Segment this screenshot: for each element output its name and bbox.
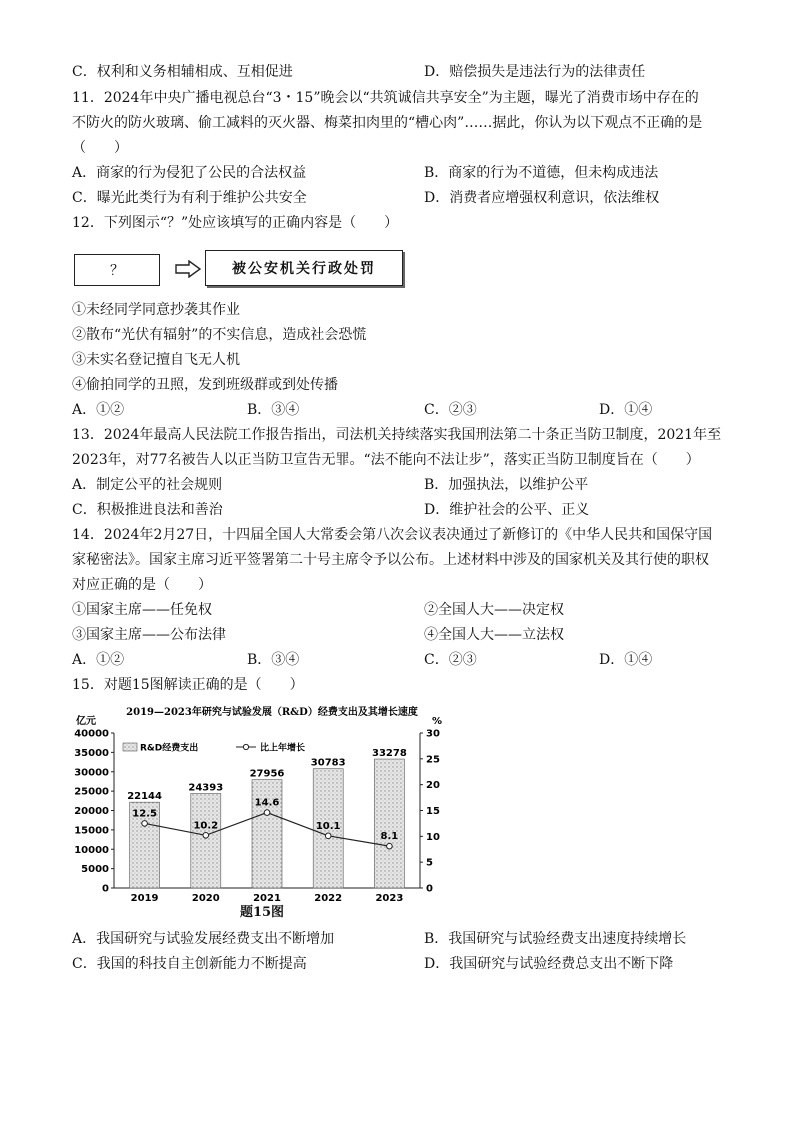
q12-options: [72, 400, 722, 420]
q12-flow-question-box: [74, 254, 160, 286]
q13-option-a: A．制定公平的社会规则: [72, 477, 223, 493]
right-arrow-icon: [175, 260, 201, 278]
bar-value-label: 33278: [372, 748, 407, 760]
q11-stem-line3: （ ）: [72, 140, 128, 156]
q12-item-2: ②散布“光伏有辐射”的不实信息，造成社会恐慌: [72, 327, 367, 343]
q12-flow-result-text: 被公安机关行政处罚: [232, 261, 376, 277]
q14-stem-line2: 家秘密法》。国家主席习近平签署第二十号主席令予以公布。上述材料中涉及的国家机关及其行使的职权: [72, 552, 709, 568]
y-tick-label: 20000: [74, 806, 109, 817]
q13-option-c: C．积极推进良法和善治: [72, 502, 223, 518]
q14-stem-line1: 14．2024年2月27日，十四届全国人大常委会第八次会议表决通过了新修订的《中华人民共和国保守国: [72, 527, 713, 543]
y-tick-label: 25000: [74, 786, 109, 798]
x-tick-label: 2022: [314, 893, 343, 904]
y-tick-label: 5000: [81, 864, 109, 876]
q11-option-b: B．商家的行为不道德，但未构成违法: [424, 165, 659, 181]
q12-option-b: B．③④: [247, 402, 300, 418]
bar-value-label: 30783: [310, 757, 346, 769]
q14-item-3: ③国家主席——公布法律: [72, 627, 226, 643]
y-tick-label: 0: [102, 883, 109, 895]
q15-option-a: A．我国研究与试验发展经费支出不断增加: [72, 931, 335, 947]
q13-option-d: D．维护社会的公平、正义: [424, 502, 590, 518]
x-tick-label: 2021: [253, 893, 281, 904]
growth-point-label: 14.6: [254, 797, 280, 809]
chart-y-unit-label: 亿元: [76, 716, 96, 727]
y-tick-label: 30000: [74, 767, 109, 779]
y-tick-label: 40000: [74, 728, 109, 740]
growth-point-label: 10.1: [315, 820, 341, 832]
y-tick-label: 15000: [74, 825, 109, 837]
bar-value-label: 27956: [249, 768, 285, 780]
q12-stem: 12．下列图示“？”处应该填写的正确内容是（ ）: [72, 215, 399, 231]
q12-option-a: A．①②: [72, 402, 125, 418]
q10-option-d: D．赔偿损失是违法行为的法律责任: [424, 64, 646, 80]
y-tick-label: 10000: [74, 844, 109, 856]
bar: [191, 793, 221, 888]
q12-flow-result-box: [205, 250, 403, 286]
growth-point-label: 8.1: [380, 831, 399, 843]
y2-tick-label: 0: [426, 883, 433, 895]
y-tick-label: 35000: [74, 747, 109, 759]
q14-option-d: D．①④: [599, 652, 653, 668]
legend-bar-label: R&D经费支出: [140, 743, 199, 754]
q14-item-1: ①国家主席——任免权: [72, 602, 212, 618]
bar-value-label: 22144: [127, 791, 162, 803]
q14-options: [72, 650, 722, 670]
chart-bars: [127, 748, 407, 888]
q14-item-2: ②全国人大——决定权: [424, 602, 564, 618]
q11-option-c: C．曝光此类行为有利于维护公共安全: [72, 190, 307, 206]
growth-point: [203, 833, 209, 839]
q13-option-b: B．加强执法，以维护公平: [424, 477, 589, 493]
growth-point: [325, 833, 331, 839]
x-tick-label: 2020: [191, 893, 220, 904]
q15-figure-caption: 题15图: [239, 905, 285, 920]
q14-item-4: ④全国人大——立法权: [424, 627, 564, 643]
q14-option-b: B．③④: [247, 652, 300, 668]
q10-option-c: C．权利和义务相辅相成、互相促进: [72, 64, 293, 80]
y2-tick-label: 10: [426, 831, 440, 843]
q15-option-d: D．我国研究与试验经费总支出不断下降: [424, 956, 674, 972]
q14-option-c: C．②③: [424, 652, 477, 668]
q15-option-c: C．我国的科技自主创新能力不断提高: [72, 956, 307, 972]
rd-expenditure-chart: [72, 702, 452, 926]
growth-point-label: 12.5: [132, 808, 157, 820]
growth-point: [264, 810, 270, 816]
q15-stem: 15．对题15图解读正确的是（ ）: [72, 677, 304, 693]
legend-bar-swatch: [123, 743, 137, 751]
growth-point: [142, 821, 148, 827]
q14-option-a: A．①②: [72, 652, 125, 668]
q15-option-b: B．我国研究与试验经费支出速度持续增长: [424, 931, 687, 947]
q13-stem-line2: 2023年，对77名被告人以正当防卫宣告无罪。“法不能向不法让步”，落实正当防卫制度旨在（ ）: [72, 452, 700, 468]
y2-tick-label: 5: [426, 857, 433, 869]
q12-item-1: ①未经同学同意抄袭其作业: [72, 302, 240, 318]
q14-stem-line3: 对应正确的是（ ）: [72, 577, 212, 593]
q11-option-d: D．消费者应增强权利意识，依法维权: [424, 190, 660, 206]
q11-option-a: A．商家的行为侵犯了公民的合法权益: [72, 165, 307, 181]
x-tick-label: 2023: [375, 893, 404, 904]
q13-stem-line1: 13．2024年最高人民法院工作报告指出，司法机关持续落实我国刑法第二十条正当防卫制度，2021年至: [72, 427, 722, 443]
y2-tick-label: 25: [426, 754, 440, 766]
x-tick-label: 2019: [130, 893, 159, 904]
y2-tick-label: 15: [426, 806, 440, 817]
bar: [374, 759, 404, 888]
q12-option-d: D．①④: [599, 402, 653, 418]
q11-stem-line2: 不防火的防火玻璃、偷工减料的灭火器、梅菜扣肉里的“槽心肉”……据此，你认为以下观点不正确的是: [72, 115, 703, 131]
chart-y2-unit-label: %: [432, 716, 443, 727]
bar-value-label: 24393: [188, 782, 224, 794]
chart-legend: [123, 742, 305, 754]
growth-point-label: 10.2: [193, 820, 219, 832]
chart-title: 2019—2023年研究与试验发展（R&D）经费支出及其增长速度: [126, 707, 418, 718]
growth-point: [387, 843, 393, 849]
y2-tick-label: 30: [426, 728, 440, 740]
q12-item-3: ③未实名登记擅自飞无人机: [72, 352, 240, 368]
legend-line-label: 比上年增长: [260, 743, 306, 754]
y2-tick-label: 20: [426, 780, 440, 792]
q12-flow-question-mark: ？: [110, 263, 124, 279]
legend-line-marker: [243, 744, 248, 749]
bar: [252, 780, 282, 888]
q11-stem-line1: 11．2024年中央广播电视总台“3・15”晚会以“共筑诚信共享安全”为主题，曝光了消费市场中存在的: [72, 90, 699, 106]
q12-option-c: C．②③: [424, 402, 477, 418]
q12-item-4: ④偷拍同学的丑照，发到班级群或到处传播: [72, 377, 338, 393]
